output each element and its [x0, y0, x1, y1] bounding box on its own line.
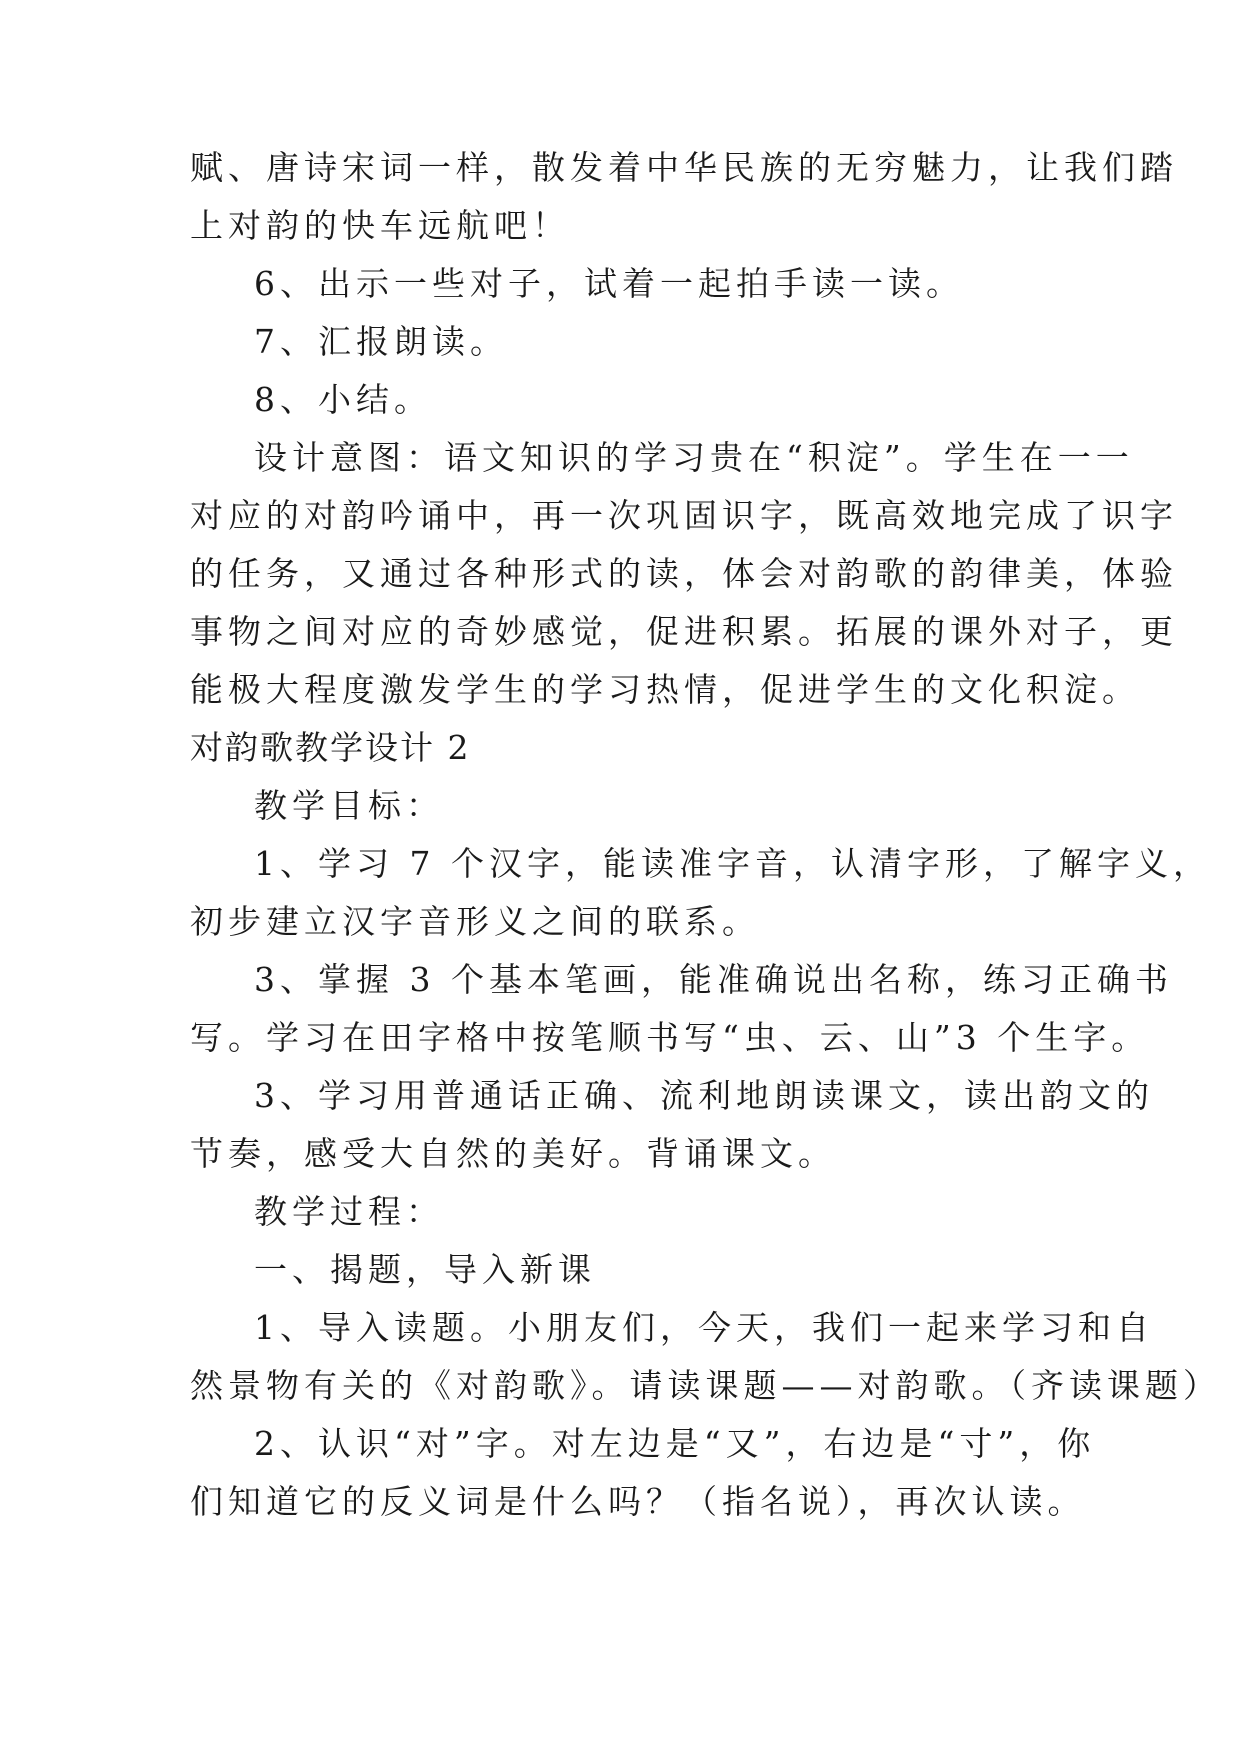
list-item: 7、汇报朗读。	[254, 322, 508, 361]
list-item: 1、学习 7 个汉字，能读准字音，认清字形，了解字义，	[254, 844, 1211, 883]
list-item: 1、导入读题。小朋友们，今天，我们一起来学习和自	[254, 1308, 1154, 1347]
list-item: 3、学习用普通话正确、流利地朗读课文，读出韵文的	[254, 1076, 1154, 1115]
list-item: 6、出示一些对子，试着一起拍手读一读。	[254, 264, 964, 303]
paragraph-line: 事物之间对应的奇妙感觉，促进积累。拓展的课外对子，更	[190, 612, 1178, 651]
subheading: 教学过程：	[254, 1192, 444, 1231]
paragraph-line: 写。学习在田字格中按笔顺书写“虫、云、山”3 个生字。	[190, 1018, 1150, 1057]
list-item: 8、小结。	[254, 380, 432, 419]
section-heading: 对韵歌教学设计 2	[190, 728, 471, 767]
paragraph-line: 能极大程度激发学生的学习热情，促进学生的文化积淀。	[190, 670, 1140, 709]
paragraph-line: 赋、唐诗宋词一样，散发着中华民族的无穷魅力，让我们踏	[190, 148, 1178, 187]
list-item: 2、认识“对”字。对左边是“又”，右边是“寸”，你	[254, 1424, 1096, 1463]
paragraph-line: 上对韵的快车远航吧！	[190, 206, 570, 245]
list-item: 3、掌握 3 个基本笔画，能准确说出名称，练习正确书	[254, 960, 1173, 999]
paragraph-line: 初步建立汉字音形义之间的联系。	[190, 902, 760, 941]
subheading: 教学目标：	[254, 786, 444, 825]
paragraph-line: 然景物有关的《对韵歌》。请读课题——对韵歌。（齐读课题）	[190, 1366, 1221, 1405]
paragraph-line: 节奏，感受大自然的美好。背诵课文。	[190, 1134, 836, 1173]
paragraph-line: 对应的对韵吟诵中，再一次巩固识字，既高效地完成了识字	[190, 496, 1178, 535]
paragraph-line: 们知道它的反义词是什么吗？（指名说），再次认读。	[190, 1482, 1086, 1521]
paragraph-line: 的任务，又通过各种形式的读，体会对韵歌的韵律美，体验	[190, 554, 1178, 593]
subheading: 一、揭题，导入新课	[254, 1250, 596, 1289]
paragraph-line: 设计意图：语文知识的学习贵在“积淀”。学生在一一	[254, 438, 1134, 477]
